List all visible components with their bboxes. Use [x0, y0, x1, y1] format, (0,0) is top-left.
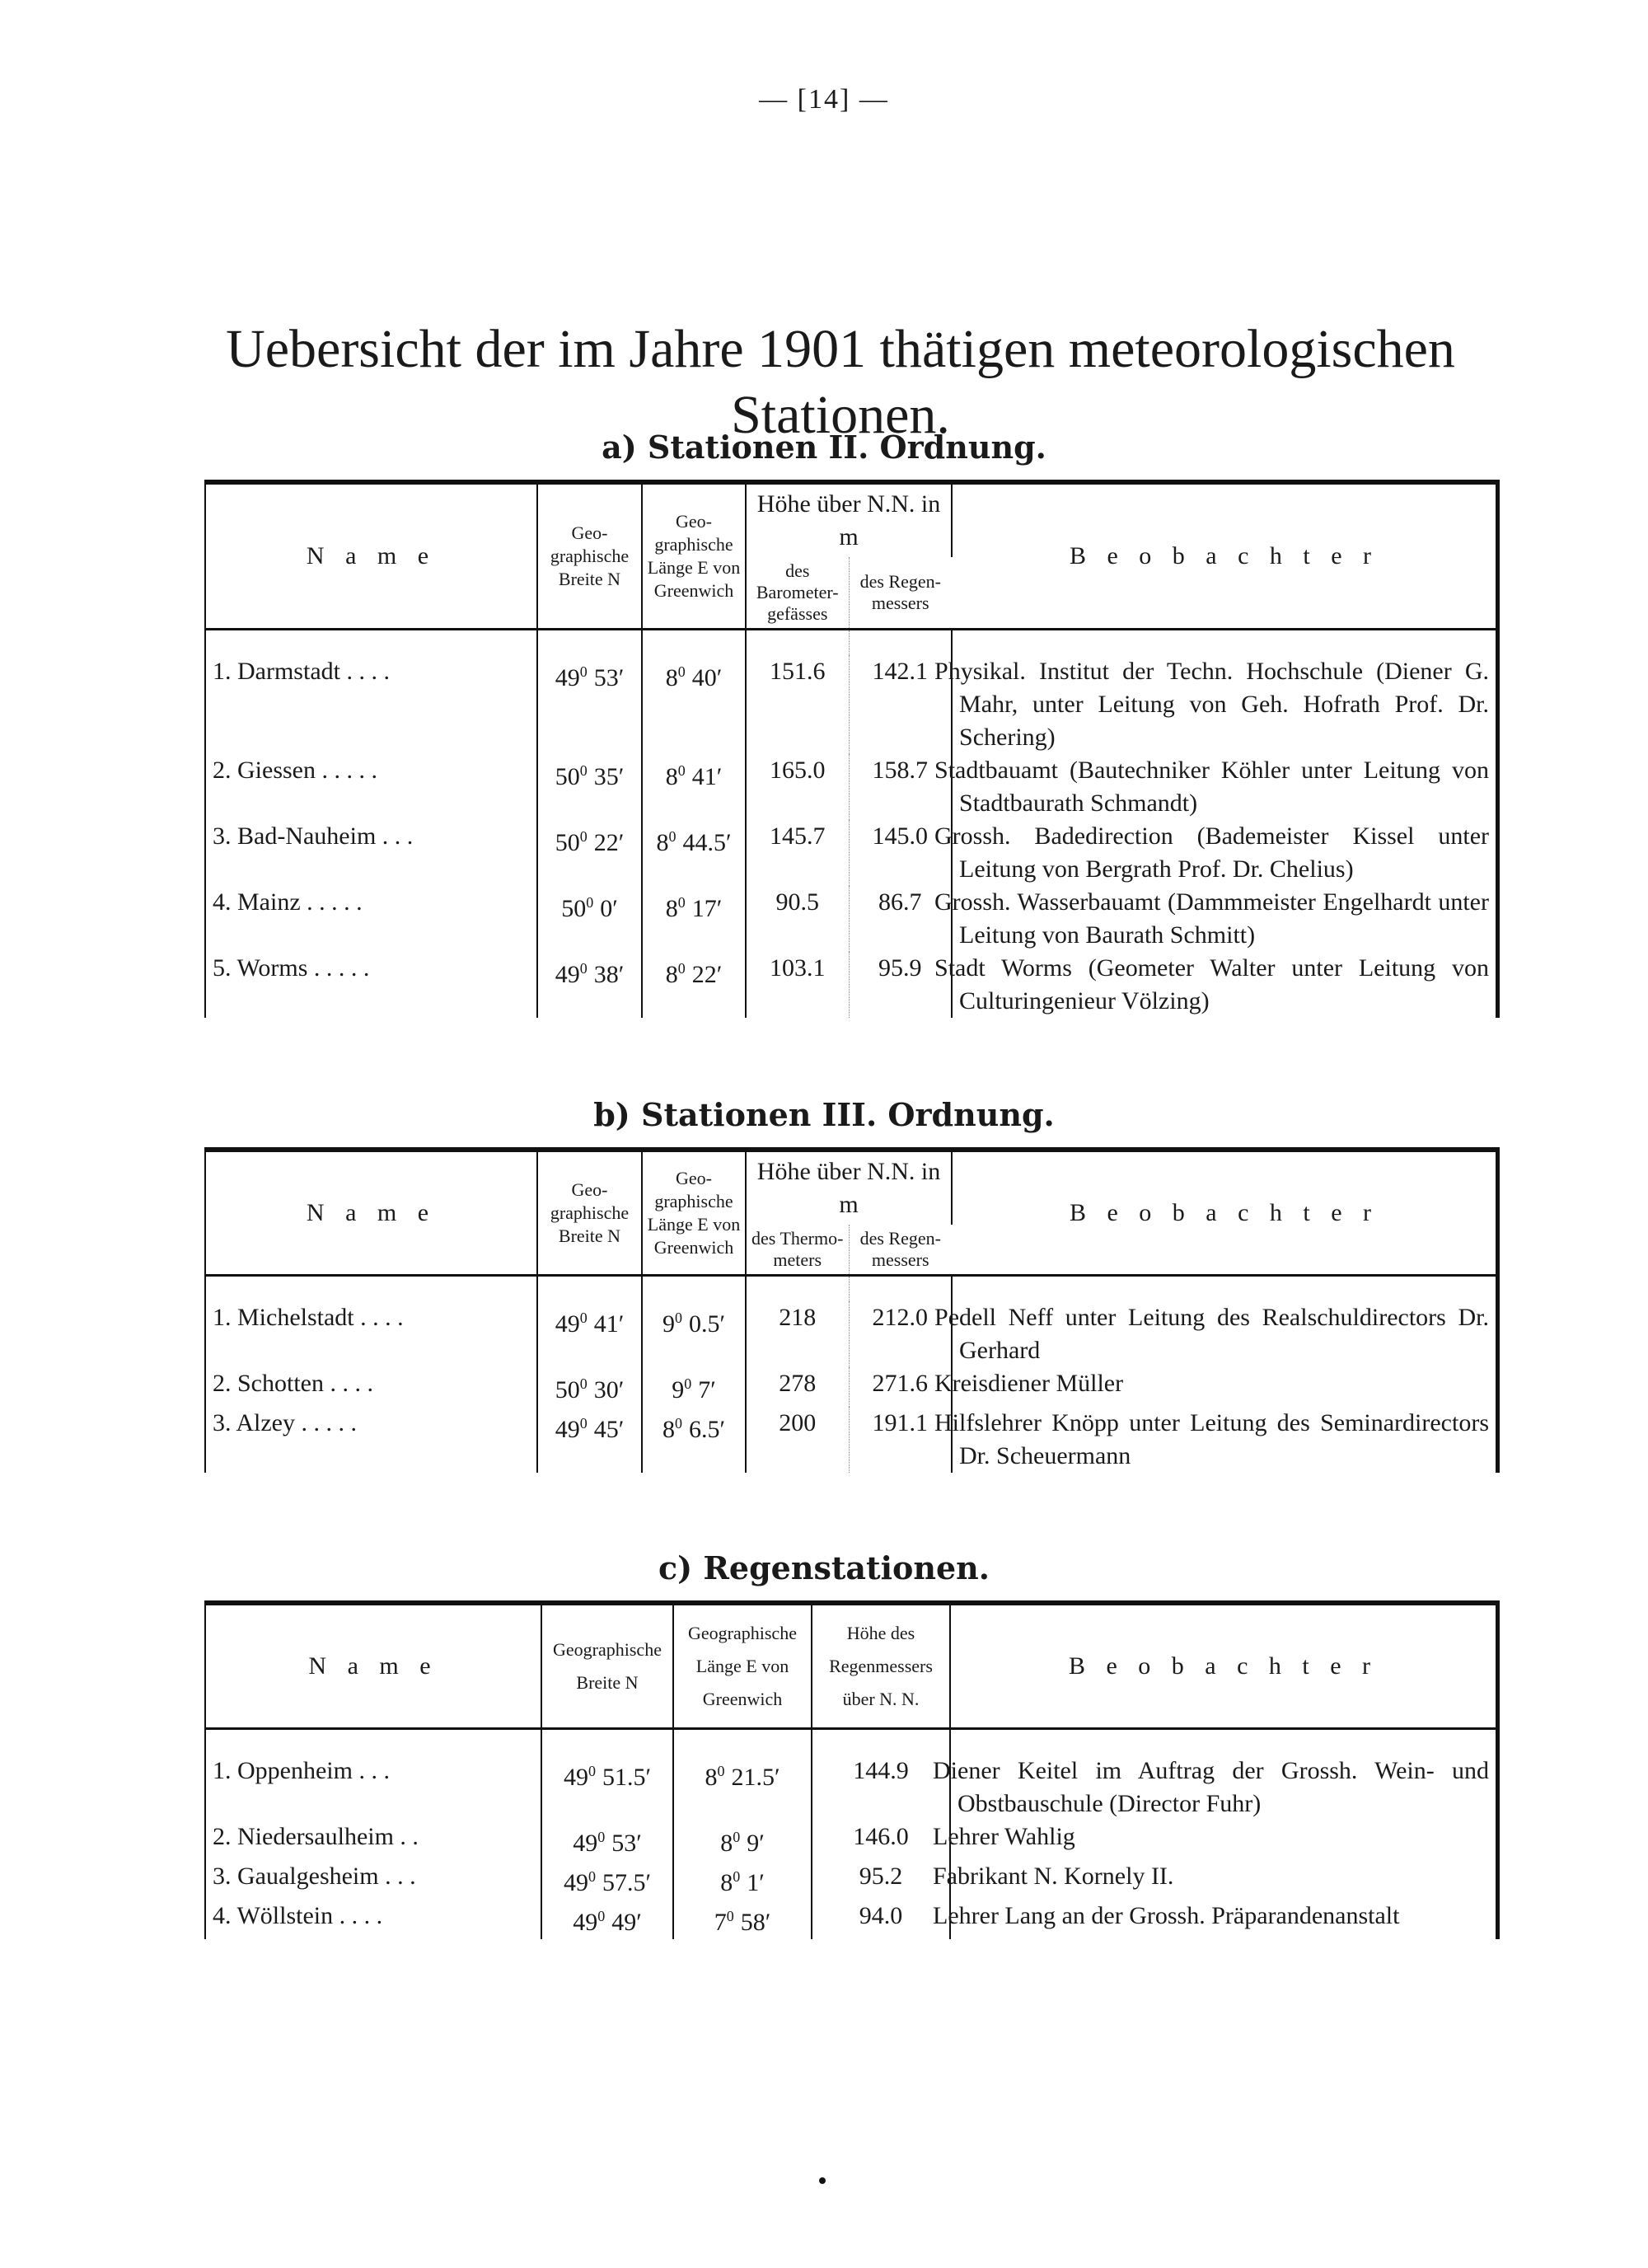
section-heading-c: c) Regenstationen. [658, 1549, 990, 1586]
station-name: 4. Mainz . . . . . [206, 886, 537, 952]
laenge-minutes: 40′ [691, 664, 723, 691]
station-name: 2. Giessen . . . . . [206, 754, 537, 820]
breite-minutes: 38′ [593, 961, 625, 988]
hoehe-1: 144.9 [812, 1755, 950, 1820]
breite [541, 1820, 673, 1860]
breite-degrees: 49 [563, 1869, 588, 1896]
hoehe-2: 145.0 [849, 820, 952, 886]
spacer-cell [849, 630, 952, 656]
header-laenge: Geo-graphische Länge E von Greenwich [642, 1152, 746, 1276]
header-hoehe-regenmesser: des Regen-messers [849, 557, 952, 630]
header-hoehe-regenmesser: Höhe des Regenmessers über N. N. [812, 1605, 950, 1729]
degree-sign: 0 [579, 828, 588, 845]
header-breite: Geographische Breite N [541, 1605, 673, 1729]
hoehe-2: 95.9 [849, 952, 952, 1018]
hoehe-1: 145.7 [746, 820, 849, 886]
table-row [206, 1860, 1496, 1900]
spacer-cell [642, 630, 746, 656]
hoehe-1: 151.6 [746, 655, 849, 754]
station-name: 1. Darmstadt . . . . [206, 655, 537, 754]
hoehe-2: 86.7 [849, 886, 952, 952]
laenge-degrees: 7 [714, 1909, 727, 1936]
degree-sign: 0 [586, 894, 594, 911]
laenge [642, 820, 746, 886]
laenge [642, 1407, 746, 1473]
table-row [206, 655, 1496, 754]
header-name: N a m e [206, 1152, 537, 1276]
spacer-cell [746, 630, 849, 656]
hoehe-1: 94.0 [812, 1900, 950, 1939]
breite-degrees: 50 [555, 1376, 580, 1403]
laenge-minutes: 21.5′ [731, 1764, 780, 1791]
station-name: 2. Schotten . . . . [206, 1367, 537, 1407]
table-row [206, 1900, 1496, 1939]
table-row [206, 820, 1496, 886]
header-laenge: Geographische Länge E von Greenwich [673, 1605, 812, 1729]
table-stations-2-ordnung [204, 480, 1500, 1018]
beobachter: Lehrer Lang an der Grossh. Präparandenanstalt [933, 1902, 1400, 1929]
degree-sign: 0 [717, 1763, 725, 1779]
station-name: 4. Wöllstein . . . . [206, 1900, 541, 1939]
laenge-degrees: 8 [720, 1830, 733, 1857]
degree-sign: 0 [579, 762, 588, 779]
breite-minutes: 53′ [593, 664, 625, 691]
degree-sign: 0 [579, 1310, 588, 1326]
degree-sign: 0 [677, 960, 686, 977]
degree-sign: 0 [579, 960, 588, 977]
degree-sign: 0 [674, 1415, 682, 1432]
laenge-degrees: 9 [662, 1310, 675, 1338]
hoehe-1: 200 [746, 1407, 849, 1473]
table-row [206, 952, 1496, 1018]
laenge [642, 754, 746, 820]
degree-sign: 0 [733, 1868, 741, 1885]
table-regenstationen [204, 1600, 1500, 1939]
station-name: 1. Michelstadt . . . . [206, 1301, 537, 1367]
header-beobachter: B e o b a c h t e r [952, 1152, 1496, 1276]
breite-minutes: 57.5′ [602, 1869, 652, 1896]
degree-sign: 0 [588, 1868, 596, 1885]
spacer-cell [746, 1276, 849, 1302]
header-breite: Geo-graphische Breite N [537, 1152, 642, 1276]
degree-sign: 0 [677, 663, 686, 680]
spacer-cell [206, 1276, 537, 1302]
table-row [206, 1755, 1496, 1820]
laenge [673, 1820, 812, 1860]
header-beobachter: B e o b a c h t e r [952, 485, 1496, 630]
table-row [206, 886, 1496, 952]
breite [537, 820, 642, 886]
breite [537, 1301, 642, 1367]
header-hoehe-thermometer: des Thermo-meters [746, 1225, 849, 1276]
laenge-minutes: 17′ [691, 895, 723, 922]
breite-degrees: 50 [555, 763, 580, 790]
hoehe-1: 95.2 [812, 1860, 950, 1900]
laenge-minutes: 7′ [698, 1376, 716, 1403]
header-hoehe: Höhe über N.N. in m [746, 485, 952, 557]
beobachter: Lehrer Wahlig [933, 1823, 1075, 1850]
spacer-cell [952, 1276, 1496, 1302]
degree-sign: 0 [726, 1908, 734, 1924]
beobachter: Stadtbauamt (Bautechniker Köhler unter Leitung von Stadtbaurath Schmandt) [934, 757, 1489, 817]
degree-sign: 0 [677, 762, 686, 779]
section-heading-a: a) Stationen II. Ordnung. [602, 429, 1046, 466]
laenge-degrees: 8 [665, 664, 678, 691]
station-name: 3. Bad-Nauheim . . . [206, 820, 537, 886]
breite-minutes: 41′ [593, 1310, 625, 1338]
laenge [673, 1900, 812, 1939]
degree-sign: 0 [674, 1310, 682, 1326]
hoehe-2: 191.1 [849, 1407, 952, 1473]
degree-sign: 0 [597, 1829, 606, 1845]
degree-sign: 0 [588, 1763, 596, 1779]
beobachter: Grossh. Badedirection (Bademeister Kissel unter Leitung von Bergrath Prof. Dr. Chelius) [934, 822, 1489, 883]
beobachter: Stadt Worms (Geometer Walter unter Leitung von Culturingenieur Völzing) [934, 954, 1489, 1015]
breite-degrees: 49 [555, 1310, 580, 1338]
header-name: N a m e [206, 485, 537, 630]
degree-sign: 0 [579, 1415, 588, 1432]
laenge-minutes: 41′ [691, 763, 723, 790]
table-row [206, 1407, 1496, 1473]
table-row [206, 754, 1496, 820]
breite-degrees: 49 [555, 961, 580, 988]
laenge-minutes: 0.5′ [688, 1310, 726, 1338]
breite-minutes: 30′ [593, 1376, 625, 1403]
station-name: 3. Gaualgesheim . . . [206, 1860, 541, 1900]
degree-sign: 0 [668, 828, 677, 845]
breite [537, 1367, 642, 1407]
degree-sign: 0 [684, 1375, 692, 1392]
breite [541, 1755, 673, 1820]
beobachter: Diener Keitel im Auftrag der Grossh. Wein- und Obstbauschule (Director Fuhr) [933, 1757, 1489, 1817]
spacer-cell [952, 630, 1496, 656]
degree-sign: 0 [677, 894, 686, 911]
laenge [642, 655, 746, 754]
breite [541, 1900, 673, 1939]
laenge [642, 886, 746, 952]
laenge-degrees: 8 [662, 1416, 675, 1443]
spacer-cell [673, 1729, 812, 1755]
header-breite: Geo-graphische Breite N [537, 485, 642, 630]
page-title: Uebersicht der im Jahre 1901 thätigen meteorologischen Stationen. [226, 319, 1455, 446]
table-stations-3-ordnung [204, 1147, 1500, 1473]
breite [537, 655, 642, 754]
station-name: 1. Oppenheim . . . [206, 1755, 541, 1820]
laenge-degrees: 8 [665, 961, 678, 988]
degree-sign: 0 [579, 663, 588, 680]
station-name: 5. Worms . . . . . [206, 952, 537, 1018]
breite-minutes: 35′ [593, 763, 625, 790]
spacer-cell [537, 1276, 642, 1302]
hoehe-1: 165.0 [746, 754, 849, 820]
breite-minutes: 45′ [593, 1416, 625, 1443]
breite-degrees: 49 [563, 1764, 588, 1791]
spacer-cell [541, 1729, 673, 1755]
breite-degrees: 49 [555, 1416, 580, 1443]
laenge-degrees: 8 [665, 895, 678, 922]
section-heading-b: b) Stationen III. Ordnung. [593, 1096, 1055, 1133]
header-hoehe-regenmesser: des Regen-messers [849, 1225, 952, 1276]
laenge-degrees: 8 [705, 1764, 718, 1791]
header-name: N a m e [206, 1605, 541, 1729]
breite-degrees: 50 [555, 829, 580, 856]
laenge-degrees: 9 [672, 1376, 685, 1403]
table-row [206, 1367, 1496, 1407]
breite-minutes: 22′ [593, 829, 625, 856]
breite-degrees: 50 [561, 895, 587, 922]
laenge-degrees: 8 [720, 1869, 733, 1896]
spacer-cell [950, 1729, 1496, 1755]
laenge-minutes: 6.5′ [688, 1416, 726, 1443]
breite-minutes: 53′ [611, 1830, 642, 1857]
table-row [206, 1301, 1496, 1367]
spacer-cell [849, 1276, 952, 1302]
hoehe-1: 146.0 [812, 1820, 950, 1860]
hoehe-2: 212.0 [849, 1301, 952, 1367]
breite [537, 952, 642, 1018]
station-name: 3. Alzey . . . . . [206, 1407, 537, 1473]
hoehe-2: 158.7 [849, 754, 952, 820]
breite-degrees: 49 [555, 664, 580, 691]
laenge-minutes: 44.5′ [682, 829, 732, 856]
breite-minutes: 0′ [600, 895, 618, 922]
header-hoehe-barometer: des Barometer-gefässes [746, 557, 849, 630]
footer-dot [819, 2177, 826, 2184]
beobachter: Hilfslehrer Knöpp unter Leitung des Seminardirectors Dr. Scheuermann [934, 1409, 1489, 1469]
laenge-minutes: 58′ [740, 1909, 771, 1936]
laenge [673, 1860, 812, 1900]
spacer-cell [642, 1276, 746, 1302]
beobachter: Physikal. Institut der Techn. Hochschule (Diener G. Mahr, unter Leitung von Geh. Hofrath Prof. Dr. Schering) [934, 658, 1489, 751]
page-number: — [14] — [759, 84, 889, 115]
breite [537, 754, 642, 820]
hoehe-1: 278 [746, 1367, 849, 1407]
laenge-degrees: 8 [665, 763, 678, 790]
beobachter: Kreisdiener Müller [934, 1370, 1124, 1397]
spacer-cell [206, 1729, 541, 1755]
degree-sign: 0 [733, 1829, 741, 1845]
breite [537, 1407, 642, 1473]
header-laenge: Geo-graphische Länge E von Greenwich [642, 485, 746, 630]
laenge-minutes: 9′ [747, 1830, 765, 1857]
hoehe-1: 218 [746, 1301, 849, 1367]
breite [541, 1860, 673, 1900]
hoehe-2: 271.6 [849, 1367, 952, 1407]
laenge [642, 1367, 746, 1407]
spacer-cell [812, 1729, 950, 1755]
station-name: 2. Niedersaulheim . . [206, 1820, 541, 1860]
hoehe-1: 90.5 [746, 886, 849, 952]
breite-degrees: 49 [573, 1830, 598, 1857]
hoehe-1: 103.1 [746, 952, 849, 1018]
degree-sign: 0 [579, 1375, 588, 1392]
breite-degrees: 49 [573, 1909, 598, 1936]
beobachter: Fabrikant N. Kornely II. [933, 1863, 1174, 1890]
degree-sign: 0 [597, 1908, 606, 1924]
laenge [642, 952, 746, 1018]
laenge-minutes: 1′ [747, 1869, 765, 1896]
spacer-cell [206, 630, 537, 656]
breite [537, 886, 642, 952]
breite-minutes: 49′ [611, 1909, 642, 1936]
header-hoehe: Höhe über N.N. in m [746, 1152, 952, 1225]
laenge-minutes: 22′ [691, 961, 723, 988]
hoehe-2: 142.1 [849, 655, 952, 754]
laenge [673, 1755, 812, 1820]
spacer-cell [537, 630, 642, 656]
laenge-degrees: 8 [656, 829, 669, 856]
table-row [206, 1820, 1496, 1860]
laenge [642, 1301, 746, 1367]
beobachter: Grossh. Wasserbauamt (Dammmeister Engelhardt unter Leitung von Baurath Schmitt) [934, 888, 1489, 949]
header-beobachter: B e o b a c h t e r [950, 1605, 1496, 1729]
breite-minutes: 51.5′ [602, 1764, 652, 1791]
beobachter: Pedell Neff unter Leitung des Realschuldirectors Dr. Gerhard [934, 1304, 1489, 1364]
